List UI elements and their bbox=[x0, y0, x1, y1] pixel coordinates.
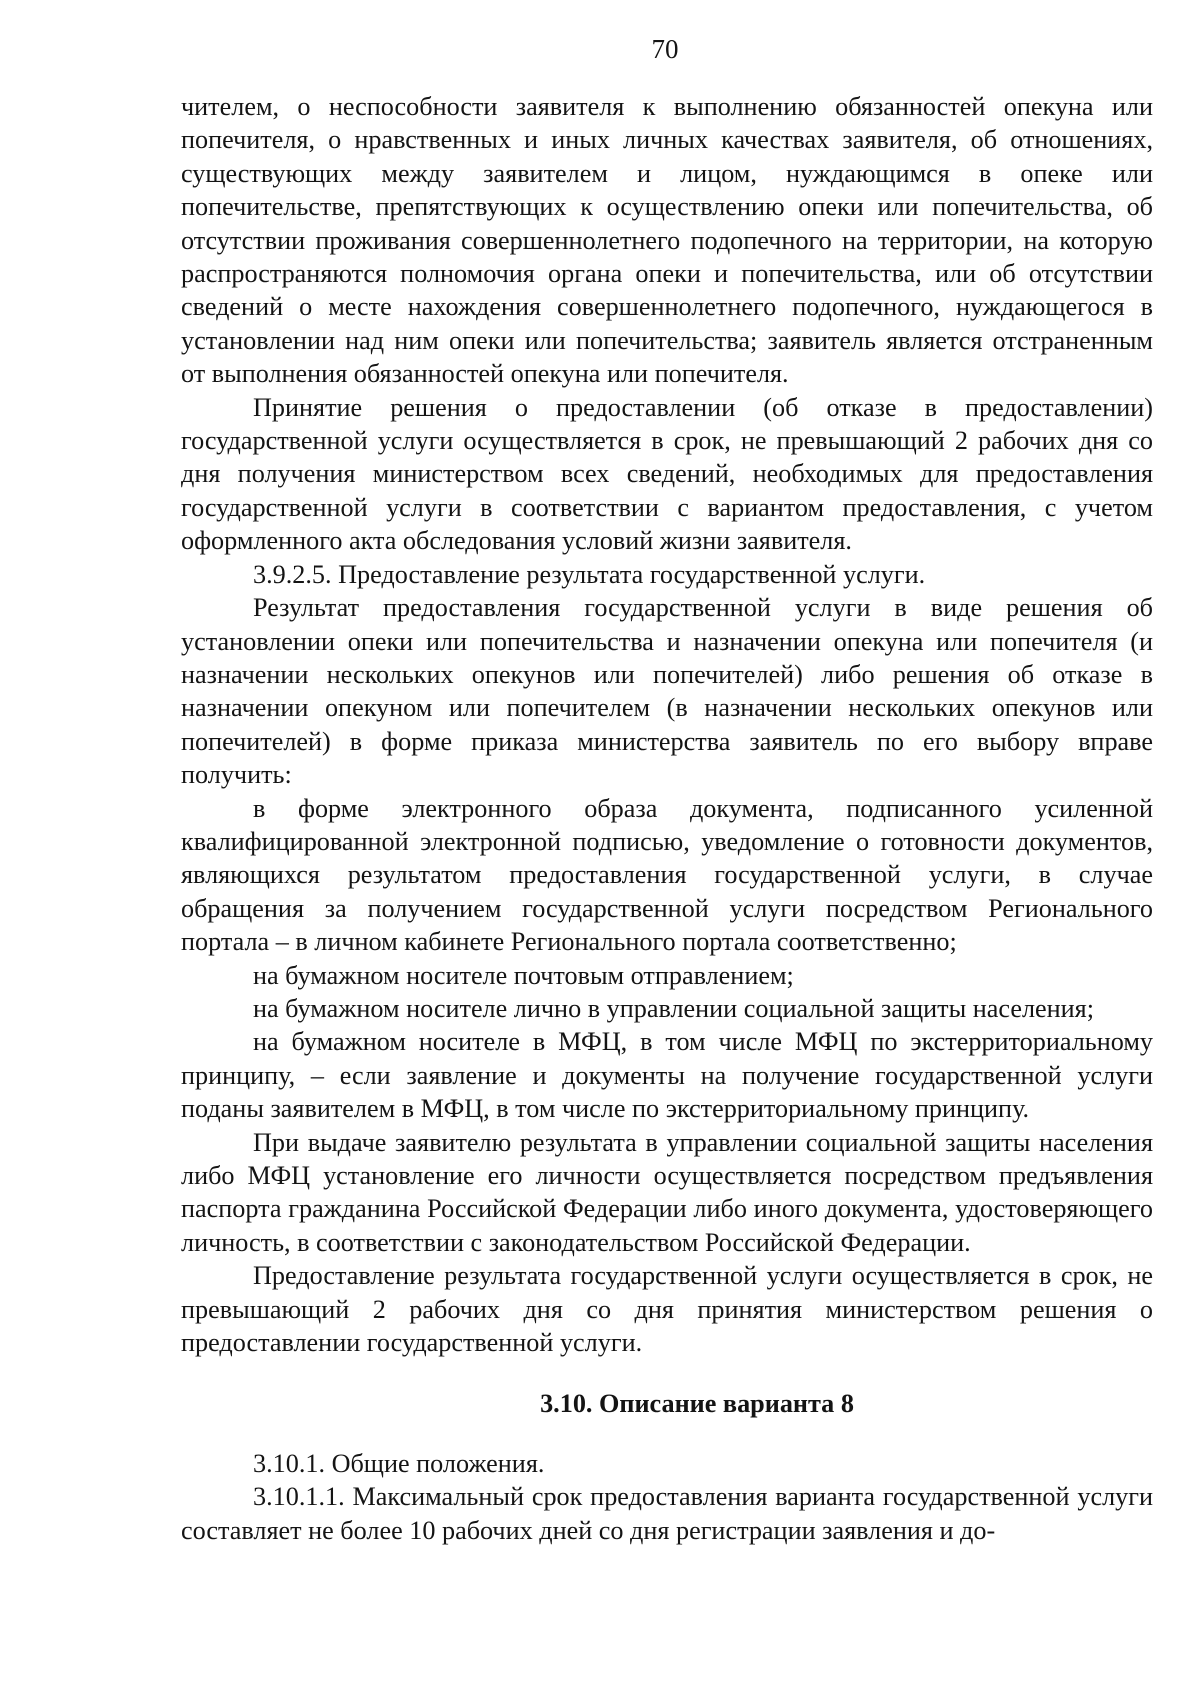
paragraph-decision-term: Принятие решения о предоставлении (об отказе в предоставлении) государственной услуги осуществляется в срок, не превышающий 2 рабочих дня со дня получения министерством всех сведений, необходимых для предоставления государственной услуги в соответствии с вариантом предоставления, с учетом оформленного акта обследования условий жизни заявителя. bbox=[181, 392, 1153, 556]
paragraph-option-electronic: в форме электронного образа документа, подписанного усиленной квалифицированной электронной подписью, уведомление о готовности документов, являющихся результатом предоставления государственной услуги, в случае обращения за получением государственной услуги посредством Регионального портала – в личном кабинете Регионального портала соответственно; bbox=[181, 793, 1153, 957]
paragraph-clause-3-10-1: 3.10.1. Общие положения. bbox=[253, 1448, 545, 1478]
document-body bbox=[181, 90, 1153, 1547]
paragraph-result-term: Предоставление результата государственной услуги осуществляется в срок, не превышающий 2 рабочих дня со дня принятия министерством решения о предоставлении государственной услуги. bbox=[181, 1261, 1153, 1358]
paragraph-option-mfc: на бумажном носителе в МФЦ, в том числе МФЦ по экстерриториальному принципу, – если заявление и документы на получение государственной услуги поданы заявителем в МФЦ, в том числе по экстерриториальному принципу. bbox=[181, 1027, 1153, 1124]
paragraph-clause-3-9-2-5: 3.9.2.5. Предоставление результата государственной услуги. bbox=[253, 559, 926, 589]
paragraph-continuation: чителем, о неспособности заявителя к выполнению обязанностей опекуна или попечителя, о нравственных и иных личных качествах заявителя, об отношениях, существующих между заявителем и лицом, нуждающимся в опеке или попечительстве, препятствующих к осуществлению опеки или попечительства, об отсутствии проживания совершеннолетнего подопечного на территории, на которую распространяются полномочия органа опеки и попечительства, или об отсутствии сведений о месте нахождения совершеннолетнего подопечного, нуждающегося в установлении над ним опеки или попечительства; заявитель является отстраненным от выполнения обязанностей опекуна или попечителя. bbox=[181, 92, 1153, 389]
paragraph-clause-3-10-1-1: 3.10.1.1. Максимальный срок предоставления варианта государственной услуги составляет не более 10 рабочих дней со дня регистрации заявления и до- bbox=[181, 1482, 1153, 1545]
paragraph-result-options: Результат предоставления государственной услуги в виде решения об установлении опеки или попечительства и назначении опекуна или попечителя (и назначении нескольких опекунов или попечителей) либо решения об отказе в назначении опекуном или попечителем (в назначении нескольких опекунов или попечителей) в форме приказа министерства заявитель по его выбору вправе получить: bbox=[181, 593, 1153, 790]
paragraph-option-in-person: на бумажном носителе лично в управлении социальной защиты населения; bbox=[253, 993, 1095, 1023]
paragraph-option-mail: на бумажном носителе почтовым отправлением; bbox=[253, 960, 794, 990]
paragraph-identity-check: При выдаче заявителю результата в управлении социальной защиты населения либо МФЦ установление его личности осуществляется посредством предъявления паспорта гражданина Российской Федерации либо иного документа, удостоверяющего личность, в соответствии с законодательством Российской Федерации. bbox=[181, 1127, 1153, 1257]
section-heading: 3.10. Описание варианта 8 bbox=[540, 1389, 854, 1419]
page-number: 70 bbox=[651, 34, 679, 64]
